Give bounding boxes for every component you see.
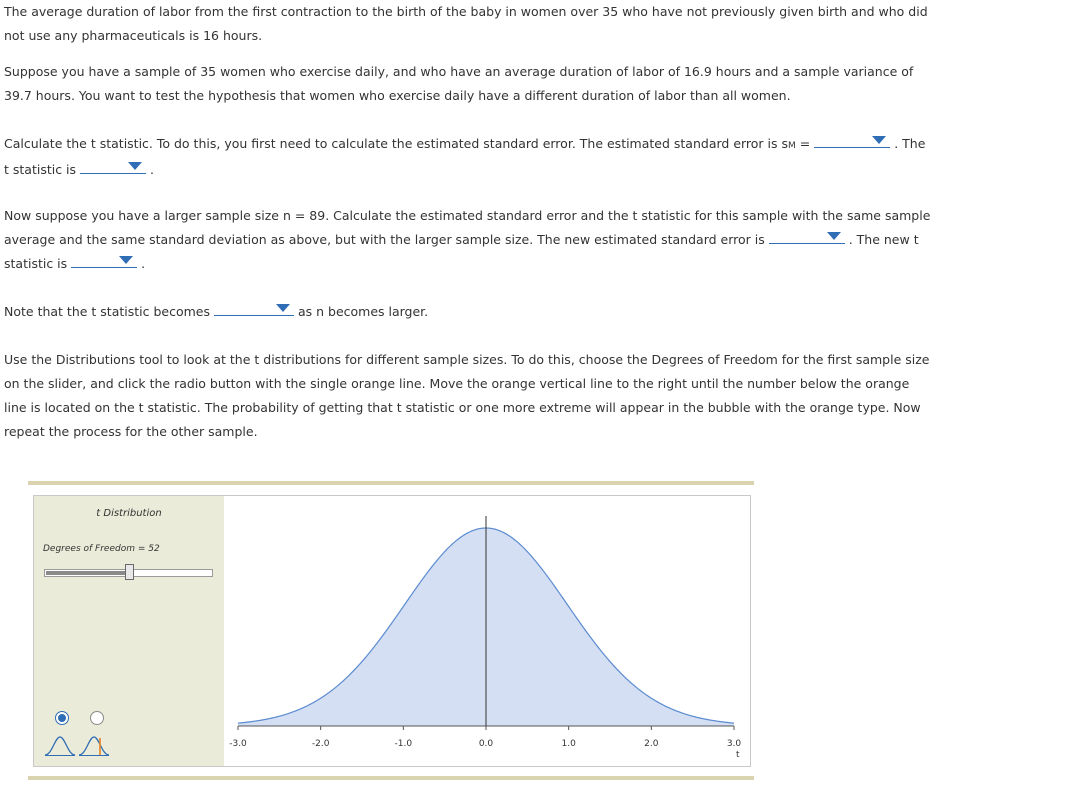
t-statistic-question <box>4 132 934 182</box>
sample-paragraph <box>4 60 934 108</box>
sample-text: Suppose you have a sample of 35 women who exercise daily, and who have an average duration of labor of 16.9 hours and a sample variance of 39.7 hours. You want to test the hypothesis that women who exercise daily have a different duration of labor than all women. <box>4 64 914 103</box>
tool-bottom-border <box>28 776 754 780</box>
larger-end: . <box>141 256 146 271</box>
x-tick-label: 3.0 <box>726 739 742 749</box>
x-tick-label: -1.0 <box>394 739 413 749</box>
larger-sample-question <box>4 204 934 276</box>
note-text-1: Note that the t statistic becomes <box>4 304 210 319</box>
chevron-down-icon <box>119 256 133 264</box>
x-axis-label: t <box>736 750 740 760</box>
bell-curve-icon[interactable] <box>44 734 76 756</box>
question-text-2: . The t statistic is <box>4 136 926 177</box>
df-slider-handle[interactable] <box>125 564 134 580</box>
standard-error-dropdown[interactable] <box>814 133 890 148</box>
question-text-1: Calculate the t statistic. To do this, you first need to calculate the estimated standard error. The estimated standard error is s <box>4 136 789 151</box>
chevron-down-icon <box>872 136 886 144</box>
larger-text-1: Now suppose you have a larger sample size n = 89. Calculate the estimated standard error and the t statistic for this sample with the same sample average and the same standard deviation as above, but with the larger sample size. The new estimated standard error is <box>4 208 931 247</box>
chevron-down-icon <box>276 304 290 312</box>
control-panel <box>34 496 224 766</box>
radio-orange-line[interactable] <box>90 711 104 725</box>
radio-no-line[interactable] <box>55 711 69 725</box>
new-standard-error-dropdown[interactable] <box>769 229 845 244</box>
x-tick-label: 1.0 <box>561 739 576 749</box>
note-paragraph <box>4 300 934 324</box>
intro-paragraph <box>4 0 934 48</box>
note-text-2: as n becomes larger. <box>297 304 429 319</box>
x-tick-label: -3.0 <box>229 739 247 749</box>
degrees-of-freedom-label: Degrees of Freedom = 52 <box>43 544 160 554</box>
instructions-paragraph <box>4 348 934 444</box>
question-end: . <box>150 162 154 177</box>
tool-top-border <box>28 481 754 485</box>
bell-curve-orange-line-icon[interactable] <box>78 734 110 756</box>
df-slider-fill <box>46 571 129 575</box>
chevron-down-icon <box>128 162 142 170</box>
intro-text: The average duration of labor from the first contraction to the birth of the baby in women over 35 who have not previously given birth and who did not use any pharmaceuticals is 16 hours. <box>4 4 928 43</box>
new-t-statistic-dropdown[interactable] <box>71 253 137 268</box>
instructions-text: Use the Distributions tool to look at the t distributions for different sample sizes. To do this, choose the Degrees of Freedom for the first sample size on the slider, and click the radio button with the single orange line. Move the orange vertical line to the right until the number below the orange line is located on the t statistic. The probability of getting that t statistic or one more extreme will appear in the bubble with the orange type. Now repeat the process for the other sample. <box>4 352 930 439</box>
distributions-tool <box>33 495 751 767</box>
t-statistic-dropdown[interactable] <box>80 159 146 174</box>
chevron-down-icon <box>827 232 841 240</box>
subscript-m: M <box>788 141 796 151</box>
t-distribution-chart <box>224 496 750 766</box>
x-tick-label: -2.0 <box>311 739 330 749</box>
t-change-dropdown[interactable] <box>214 301 294 316</box>
larger-text-2: . The new t statistic is <box>4 232 919 271</box>
x-tick-label: 0.0 <box>478 739 494 749</box>
x-tick-label: 2.0 <box>644 739 659 749</box>
question-equals: = <box>795 136 811 151</box>
tool-title: t Distribution <box>96 508 162 519</box>
